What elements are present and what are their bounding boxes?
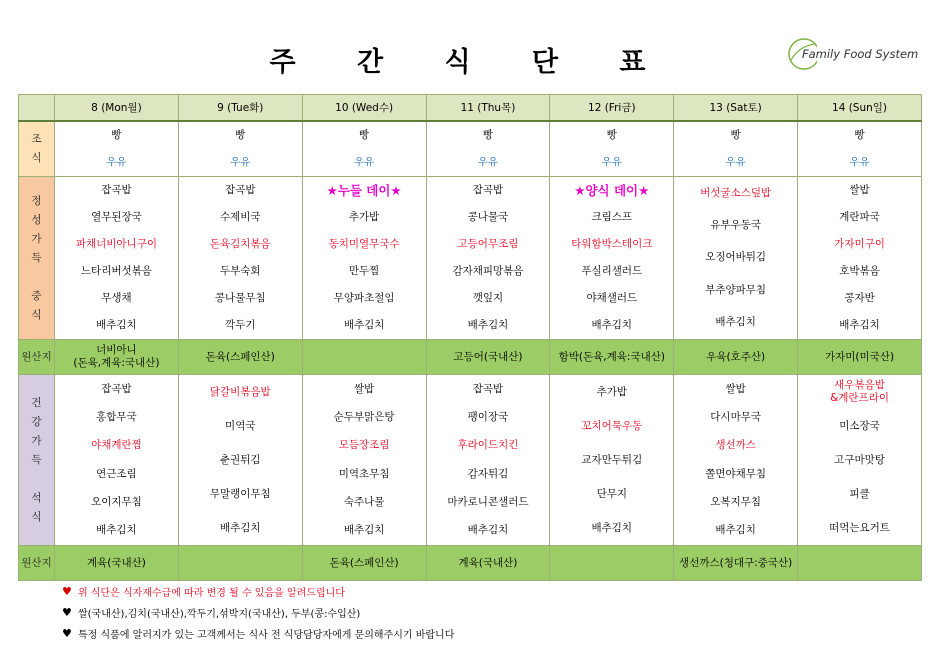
family-food-system-logo xyxy=(787,36,927,72)
breakfast-day-cell xyxy=(550,121,674,177)
menu-item: 파채너비아니구이 xyxy=(75,238,157,250)
origin-cell xyxy=(550,546,674,581)
breakfast-day-cell xyxy=(674,121,798,177)
note-text: 특정 식품에 알러지가 있는 고객께서는 식사 전 식당담당자에게 문의해주시기 바랍니다 xyxy=(78,630,455,641)
menu-item: 배추김치 xyxy=(591,521,633,534)
menu-item: 돈육김치볶음 xyxy=(209,238,271,250)
menu-item: 버섯굴소스덮밥 xyxy=(700,186,772,199)
breakfast-day-cell xyxy=(302,121,426,177)
note-text: 쌀(국내산),김치(국내산),깍두기,섞박지(국내산), 두부(콩:수입산) xyxy=(78,609,361,620)
weekly-menu-table xyxy=(18,94,922,581)
menu-item: 잡곡밥 xyxy=(101,184,132,196)
menu-item: 부추양파무침 xyxy=(705,283,767,296)
origin-cell xyxy=(178,546,302,581)
dinner-origin-row xyxy=(19,546,922,581)
day-header-row xyxy=(19,95,922,122)
origin-cell: 계육(국내산) xyxy=(426,546,550,581)
origin-cell xyxy=(798,546,922,581)
menu-item: 배추김치 xyxy=(467,319,509,331)
breakfast-row xyxy=(19,121,922,177)
dinner-day-cell xyxy=(426,375,550,546)
dinner-day-cell xyxy=(550,375,674,546)
menu-item: 타워함박스테이크 xyxy=(571,238,653,250)
menu-item: 추가밥 xyxy=(348,211,380,223)
breakfast-day-cell xyxy=(798,121,922,177)
menu-item: 홍합무국 xyxy=(96,410,137,423)
menu-item: 추가밥 xyxy=(596,385,628,398)
page-title: 주 간 식 단 표 xyxy=(269,47,672,78)
menu-item: ★양식 데이★ xyxy=(574,183,650,198)
menu-item: 깍두기 xyxy=(225,319,256,331)
menu-item: 우유 xyxy=(230,156,251,168)
menu-item: 콩나물국 xyxy=(467,211,509,223)
heart-icon: ♥ xyxy=(62,585,72,598)
menu-item: 빵 xyxy=(111,129,122,141)
dinner-origin-label: 원산지 xyxy=(19,546,55,581)
menu-item: 동치미열무국수 xyxy=(328,238,400,250)
menu-item: 후라이드치킨 xyxy=(457,439,519,452)
menu-item: 빵 xyxy=(854,129,865,141)
menu-item: 마카로니콘샐러드 xyxy=(447,495,529,508)
menu-item: 떠먹는요거트 xyxy=(829,521,890,534)
notes xyxy=(62,581,454,644)
note-line xyxy=(62,623,454,644)
menu-item: 감자튀김 xyxy=(467,467,509,480)
day-header: 8 (Mon월) xyxy=(55,95,179,122)
lunch-day-cell xyxy=(798,177,922,340)
menu-item: 배추김치 xyxy=(343,319,385,331)
menu-item: 깻잎지 xyxy=(472,292,504,304)
lunch-day-cell xyxy=(302,177,426,340)
menu-item: 미소장국 xyxy=(839,419,880,432)
menu-item: 야채샐러드 xyxy=(586,292,638,304)
menu-item: 크림스프 xyxy=(591,211,633,223)
menu-item: 오징어바튀김 xyxy=(705,251,767,264)
menu-item: 배추김치 xyxy=(96,319,137,331)
menu-item: 배추김치 xyxy=(343,524,385,537)
menu-item: 배추김치 xyxy=(219,521,261,534)
breakfast-day-cell xyxy=(426,121,550,177)
origin-cell xyxy=(302,340,426,375)
breakfast-day-cell xyxy=(178,121,302,177)
menu-item: 생선까스 xyxy=(715,439,756,452)
origin-cell: 계육(국내산) xyxy=(55,546,179,581)
menu-item: 미역국 xyxy=(225,419,256,432)
menu-item: 우유 xyxy=(849,156,870,168)
menu-item: 야채계란찜 xyxy=(91,439,142,452)
side-label-text: 건 강 가 득 석 식 xyxy=(31,396,42,523)
menu-item: 느타리버섯볶음 xyxy=(80,265,152,277)
lunch-day-cell xyxy=(55,177,179,340)
menu-item: 고등어무조림 xyxy=(457,238,519,250)
origin-cell: 고등어(국내산) xyxy=(426,340,550,375)
menu-item: 숙주나물 xyxy=(343,495,385,508)
side-label-text: 정 성 가 득 중 식 xyxy=(31,194,42,321)
menu-item: 닭갈비볶음밥 xyxy=(209,385,271,398)
menu-item: 우유 xyxy=(477,156,499,168)
lunch-day-cell xyxy=(426,177,550,340)
side-label-text: 조 식 xyxy=(31,133,42,164)
menu-item: 수제비국 xyxy=(219,211,261,223)
lunch-day-cell xyxy=(550,177,674,340)
menu-item: 감자채피망볶음 xyxy=(452,265,524,277)
lunch-label xyxy=(19,177,55,340)
origin-cell: 너비아니 (돈육,계육:국내산) xyxy=(55,340,179,375)
menu-item: 모듬장조림 xyxy=(338,439,390,452)
header-corner xyxy=(19,95,55,122)
lunch-origin-label: 원산지 xyxy=(19,340,55,375)
day-header: 10 (Wed수) xyxy=(302,95,426,122)
menu-item: 오복지무침 xyxy=(710,495,761,508)
menu-item: 배추김치 xyxy=(467,524,509,537)
menu-item: 피클 xyxy=(849,487,870,500)
origin-cell: 우육(호주산) xyxy=(674,340,798,375)
menu-item: 쌀밥 xyxy=(725,382,746,395)
menu-item: 잡곡밥 xyxy=(472,382,504,395)
origin-cell: 돈육(스페인산) xyxy=(178,340,302,375)
menu-item: 만두찜 xyxy=(348,265,380,277)
menu-item: 잡곡밥 xyxy=(472,184,504,196)
menu-item: 미역초무침 xyxy=(338,467,390,480)
menu-item: 빵 xyxy=(359,129,370,141)
menu-item: 빵 xyxy=(482,129,494,141)
day-header: 13 (Sat토) xyxy=(674,95,798,122)
day-header: 9 (Tue화) xyxy=(178,95,302,122)
menu-item: 쌀밥 xyxy=(849,184,870,196)
dinner-day-cell xyxy=(302,375,426,546)
dinner-day-cell xyxy=(55,375,179,546)
lunch-day-cell xyxy=(178,177,302,340)
day-header: 11 (Thu목) xyxy=(426,95,550,122)
menu-item: 연근조림 xyxy=(96,467,137,480)
day-header: 12 (Fri금) xyxy=(550,95,674,122)
menu-item: 쫄면야채무침 xyxy=(705,467,767,480)
menu-item: 무생채 xyxy=(101,292,132,304)
menu-item: 꼬치어묵우동 xyxy=(581,419,643,432)
menu-item: 배추김치 xyxy=(96,524,137,537)
menu-item: 쌀밥 xyxy=(353,382,375,395)
menu-item: 두부숙회 xyxy=(219,265,261,277)
menu-item: 배추김치 xyxy=(715,316,756,329)
menu-item: 우유 xyxy=(106,156,127,168)
heart-icon: ♥ xyxy=(62,627,72,640)
menu-item: 교자만두튀김 xyxy=(581,453,643,466)
menu-item: 배추김치 xyxy=(591,319,633,331)
origin-cell: 함박(돈육,계육:국내산) xyxy=(550,340,674,375)
lunch-row xyxy=(19,177,922,340)
menu-item: 열무된장국 xyxy=(91,211,142,223)
menu-item: 오이지무침 xyxy=(91,495,142,508)
logo-text: Family Food System xyxy=(802,47,919,61)
menu-item: 우유 xyxy=(725,156,746,168)
note-line xyxy=(62,602,454,623)
menu-item: 유부우동국 xyxy=(710,219,761,232)
origin-cell: 가자미(미국산) xyxy=(798,340,922,375)
note-text: 위 식단은 식자재수급에 따라 변경 될 수 있음을 알려드립니다 xyxy=(78,588,345,599)
menu-item: 잡곡밥 xyxy=(225,184,256,196)
menu-item: 우유 xyxy=(353,156,375,168)
menu-item: 배추김치 xyxy=(715,524,756,537)
origin-cell: 돈육(스페인산) xyxy=(302,546,426,581)
menu-item: 콩나물무침 xyxy=(214,292,266,304)
day-header: 14 (Sun일) xyxy=(798,95,922,122)
menu-item: 순두부맑은탕 xyxy=(333,410,395,423)
dinner-label xyxy=(19,375,55,546)
dinner-day-cell xyxy=(178,375,302,546)
heart-icon: ♥ xyxy=(62,606,72,619)
menu-item: 푸실리샐러드 xyxy=(581,265,643,277)
breakfast-day-cell xyxy=(55,121,179,177)
lunch-day-cell xyxy=(674,177,798,340)
menu-item: 가자미구이 xyxy=(834,238,885,250)
menu-item: 단무지 xyxy=(596,487,628,500)
breakfast-label xyxy=(19,121,55,177)
menu-item: 빵 xyxy=(606,129,617,141)
menu-item: 새우볶음밥 &계란프라이 xyxy=(830,379,889,404)
menu-item: 춘권튀김 xyxy=(219,453,261,466)
dinner-day-cell xyxy=(674,375,798,546)
dinner-day-cell xyxy=(798,375,922,546)
menu-item: 잡곡밥 xyxy=(101,382,132,395)
menu-item: ★누들 데이★ xyxy=(326,183,402,198)
menu-item: 콩자반 xyxy=(844,292,875,304)
note-line xyxy=(62,581,454,602)
menu-item: 배추김치 xyxy=(839,319,880,331)
menu-item: 무말랭이무침 xyxy=(209,487,271,500)
menu-item: 무양파초절임 xyxy=(333,292,395,304)
menu-item: 빵 xyxy=(235,129,246,141)
menu-item: 고구마맛탕 xyxy=(834,453,885,466)
menu-item: 호박볶음 xyxy=(839,265,880,277)
lunch-origin-row xyxy=(19,340,922,375)
menu-item: 다시마무국 xyxy=(710,410,761,423)
menu-item: 계란파국 xyxy=(839,211,880,223)
dinner-row xyxy=(19,375,922,546)
menu-item: 팽이장국 xyxy=(467,410,509,423)
menu-item: 우유 xyxy=(601,156,622,168)
origin-cell: 생선까스(청대구:중국산) xyxy=(674,546,798,581)
menu-item: 빵 xyxy=(730,129,741,141)
